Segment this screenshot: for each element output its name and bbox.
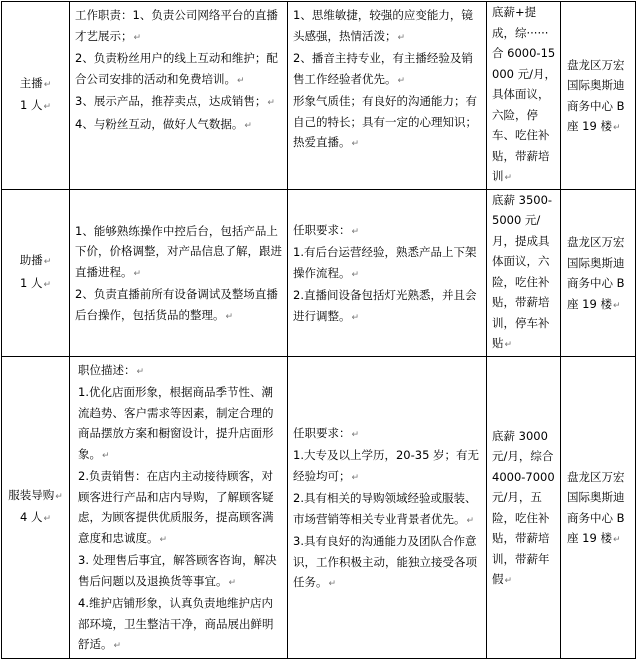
table-row — [2, 189, 636, 356]
duty-item: 工作职责：1、负责公司网络平台的直播才艺展示；↵ — [75, 8, 278, 43]
duties-cell — [70, 2, 288, 190]
requirement-item: 任职要求：↵ — [293, 222, 360, 237]
requirements-cell — [288, 2, 487, 190]
paragraph-mark-icon: ↵ — [43, 279, 52, 290]
salary-text: 底薪 3000 元/月，综合 4000-7000 元/月，五险，吃住补贴，带薪培训，带薪年假↵ — [492, 428, 555, 586]
paragraph-mark-icon: ↵ — [43, 514, 52, 524]
duty-item: 职位描述：↵ — [78, 362, 145, 377]
paragraph-mark-icon: ↵ — [237, 75, 245, 86]
paragraph-mark-icon: ↵ — [43, 102, 52, 113]
duty-item: 2、负责直播前所有设备调试及整场直播后台操作，包括货品的整理。↵ — [75, 287, 278, 322]
paragraph-mark-icon: ↵ — [397, 32, 406, 43]
paragraph-mark-icon: ↵ — [133, 32, 142, 43]
paragraph-mark-icon: ↵ — [351, 472, 360, 483]
position-headcount: 4 人↵ — [19, 510, 52, 524]
duty-item: 1、能够熟练操作中控后台，包括产品上下价，价格调整，对产品信息了解，跟进直播进程。↵ — [75, 223, 282, 279]
requirement-item: 2.直播间设备包括灯光熟悉，并且会进行调整。↵ — [293, 288, 477, 323]
position-headcount: 1 人↵ — [19, 98, 52, 113]
paragraph-mark-icon: ↵ — [159, 534, 168, 545]
position-title: 服装导购↵ — [8, 487, 63, 502]
requirement-item: 2、播音主持专业，有主播经验及销售工作经验者优先。↵ — [293, 51, 473, 86]
table-row — [2, 356, 636, 658]
requirement-item: 1、思维敏捷，较强的应变能力，镜头感强，热情活泼；↵ — [293, 8, 473, 43]
position-title: 助播↵ — [19, 253, 52, 267]
paragraph-mark-icon: ↵ — [612, 123, 621, 134]
paragraph-mark-icon: ↵ — [504, 340, 513, 350]
paragraph-mark-icon: ↵ — [351, 429, 360, 440]
salary-cell — [487, 2, 561, 190]
duty-item: 2、负责粉丝用户的线上互动和维护；配合公司安排的活动和免费培训。↵ — [75, 51, 278, 86]
location-text: 盘龙区万宏国际奥斯迪商务中心 B 座 19 楼↵ — [567, 469, 625, 545]
duty-item: 2.负责销售：在店内主动接待顾客，对顾客进行产品和店内导购，了解顾客疑虑，为顾客提供优质服务，提高顾客满意度和忠诚度。↵ — [78, 469, 274, 545]
job-table — [1, 1, 636, 659]
paragraph-mark-icon: ↵ — [612, 535, 621, 545]
duty-item: 1.优化店面形象，根据商品季节性、潮流趋势、客户需求等因素，制定合理的商品摆放方案和橱窗设计，提升店面形象。↵ — [78, 385, 274, 461]
position-cell — [2, 189, 70, 356]
location-text: 盘龙区万宏国际奥斯迪商务中心 B 座 19 楼↵ — [567, 57, 625, 134]
duty-item: 3、展示产品，推荐卖点，达成销售；↵ — [75, 94, 275, 108]
paragraph-mark-icon: ↵ — [225, 311, 234, 322]
requirement-item: 2.具有相关的导购领域经验或服装、市场营销等相关专业背景者优先。↵ — [293, 491, 477, 526]
position-title: 主播↵ — [19, 75, 52, 90]
requirement-item: 1.大专及以上学历，20-35 岁；有无经验均可；↵ — [293, 448, 480, 483]
paragraph-mark-icon: ↵ — [351, 312, 360, 323]
position-headcount: 1 人↵ — [19, 275, 52, 290]
requirement-item: 3.具有良好的沟通能力及团队合作意识，工作积极主动，能独立接受各项任务。↵ — [293, 534, 477, 589]
duty-item: 4、与粉丝互动，做好人气数据。↵ — [75, 116, 252, 131]
paragraph-mark-icon: ↵ — [136, 366, 145, 377]
requirement-item: 任职要求：↵ — [293, 425, 360, 440]
paragraph-mark-icon: ↵ — [612, 300, 621, 311]
paragraph-mark-icon: ↵ — [466, 515, 475, 526]
paragraph-mark-icon: ↵ — [133, 268, 142, 279]
requirements-cell — [288, 356, 487, 658]
requirement-item: 1.有后台运营经验，熟悉产品上下架操作流程。↵ — [293, 245, 477, 280]
paragraph-mark-icon: ↵ — [102, 450, 110, 461]
location-cell — [561, 356, 636, 658]
location-text: 盘龙区万宏国际奥斯迪商务中心 B 座 19 楼↵ — [567, 235, 625, 311]
paragraph-mark-icon: ↵ — [504, 576, 513, 586]
paragraph-mark-icon: ↵ — [244, 120, 252, 131]
salary-cell — [487, 356, 561, 658]
duty-item: 4.维护店铺形象，认真负责地维护店内部环境，卫生整洁干净，商品展出鲜明舒适。↵ — [78, 596, 274, 651]
paragraph-mark-icon: ↵ — [43, 79, 52, 90]
position-cell — [2, 356, 70, 658]
table-row — [2, 2, 636, 190]
paragraph-mark-icon: ↵ — [351, 269, 360, 280]
duty-item: 3. 处理售后事宜，解答顾客咨询，解决售后问题以及退换货等事宜。↵ — [78, 553, 277, 588]
paragraph-mark-icon: ↵ — [43, 257, 52, 267]
position-cell — [2, 2, 70, 190]
salary-cell — [487, 189, 561, 356]
paragraph-mark-icon: ↵ — [55, 491, 63, 502]
location-cell — [561, 2, 636, 190]
paragraph-mark-icon: ↵ — [351, 226, 360, 237]
paragraph-mark-icon: ↵ — [504, 173, 513, 183]
paragraph-mark-icon: ↵ — [228, 577, 237, 588]
duties-cell — [70, 189, 288, 356]
salary-text: 底薪+提成，综······合 6000-15000 元/月，具体面议，六险，停车、吃住补贴，带薪培训↵ — [492, 5, 556, 183]
paragraph-mark-icon: ↵ — [267, 98, 275, 108]
duties-cell — [70, 356, 288, 658]
requirement-item: 形象气质佳；有良好的沟通能力；有自己的特长；具有一定的心理知识；热爱直播。↵ — [293, 94, 477, 149]
location-cell — [561, 189, 636, 356]
paragraph-mark-icon: ↵ — [351, 139, 360, 149]
salary-text: 底薪 3500-5000 元/月，提成具体面议，六险，吃住补贴，带薪培训，停车补贴↵ — [492, 192, 553, 350]
paragraph-mark-icon: ↵ — [328, 579, 337, 589]
paragraph-mark-icon: ↵ — [113, 641, 122, 651]
paragraph-mark-icon: ↵ — [397, 75, 406, 86]
requirements-cell — [288, 189, 487, 356]
